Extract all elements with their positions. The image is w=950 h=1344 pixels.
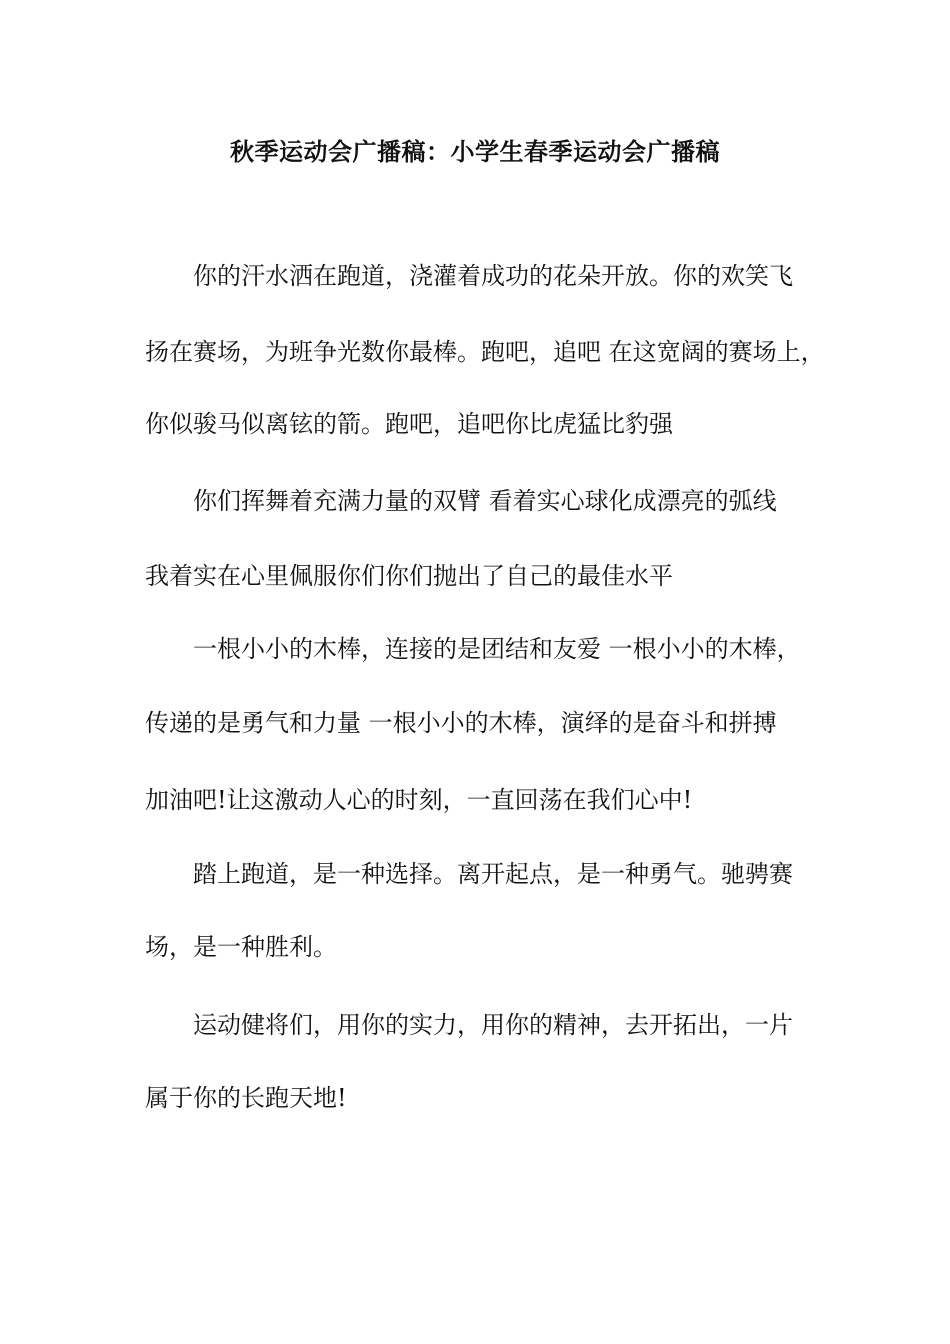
- paragraph-2-line-1: 你们挥舞着充满力量的双臂 看着实心球化成漂亮的弧线: [193, 487, 777, 515]
- paragraph-4-line-2: 场，是一种胜利。: [145, 933, 337, 961]
- paragraph-5-line-2: 属于你的长跑天地!: [145, 1084, 347, 1112]
- paragraph-3-line-1: 一根小小的木棒，连接的是团结和友爱 一根小小的木棒，: [193, 635, 801, 663]
- paragraph-3-line-3: 加油吧!让这激动人心的时刻，一直回荡在我们心中!: [145, 786, 693, 814]
- paragraph-4-line-1: 踏上跑道，是一种选择。离开起点，是一种勇气。驰骋赛: [193, 860, 793, 888]
- document-title: 秋季运动会广播稿：小学生春季运动会广播稿: [230, 137, 720, 166]
- paragraph-3-line-2: 传递的是勇气和力量 一根小小的木棒，演绎的是奋斗和拼搏: [145, 709, 777, 737]
- paragraph-1-line-1: 你的汗水洒在跑道，浇灌着成功的花朵开放。你的欢笑飞: [193, 262, 793, 290]
- paragraph-2-line-2: 我着实在心里佩服你们你们抛出了自己的最佳水平: [145, 562, 673, 590]
- paragraph-1-line-3: 你似骏马似离铉的箭。跑吧，追吧你比虎猛比豹强: [145, 410, 673, 438]
- paragraph-1-line-2: 扬在赛场，为班争光数你最棒。跑吧，追吧 在这宽阔的赛场上，: [145, 338, 825, 366]
- paragraph-5-line-1: 运动健将们，用你的实力，用你的精神，去开拓出，一片: [193, 1011, 793, 1039]
